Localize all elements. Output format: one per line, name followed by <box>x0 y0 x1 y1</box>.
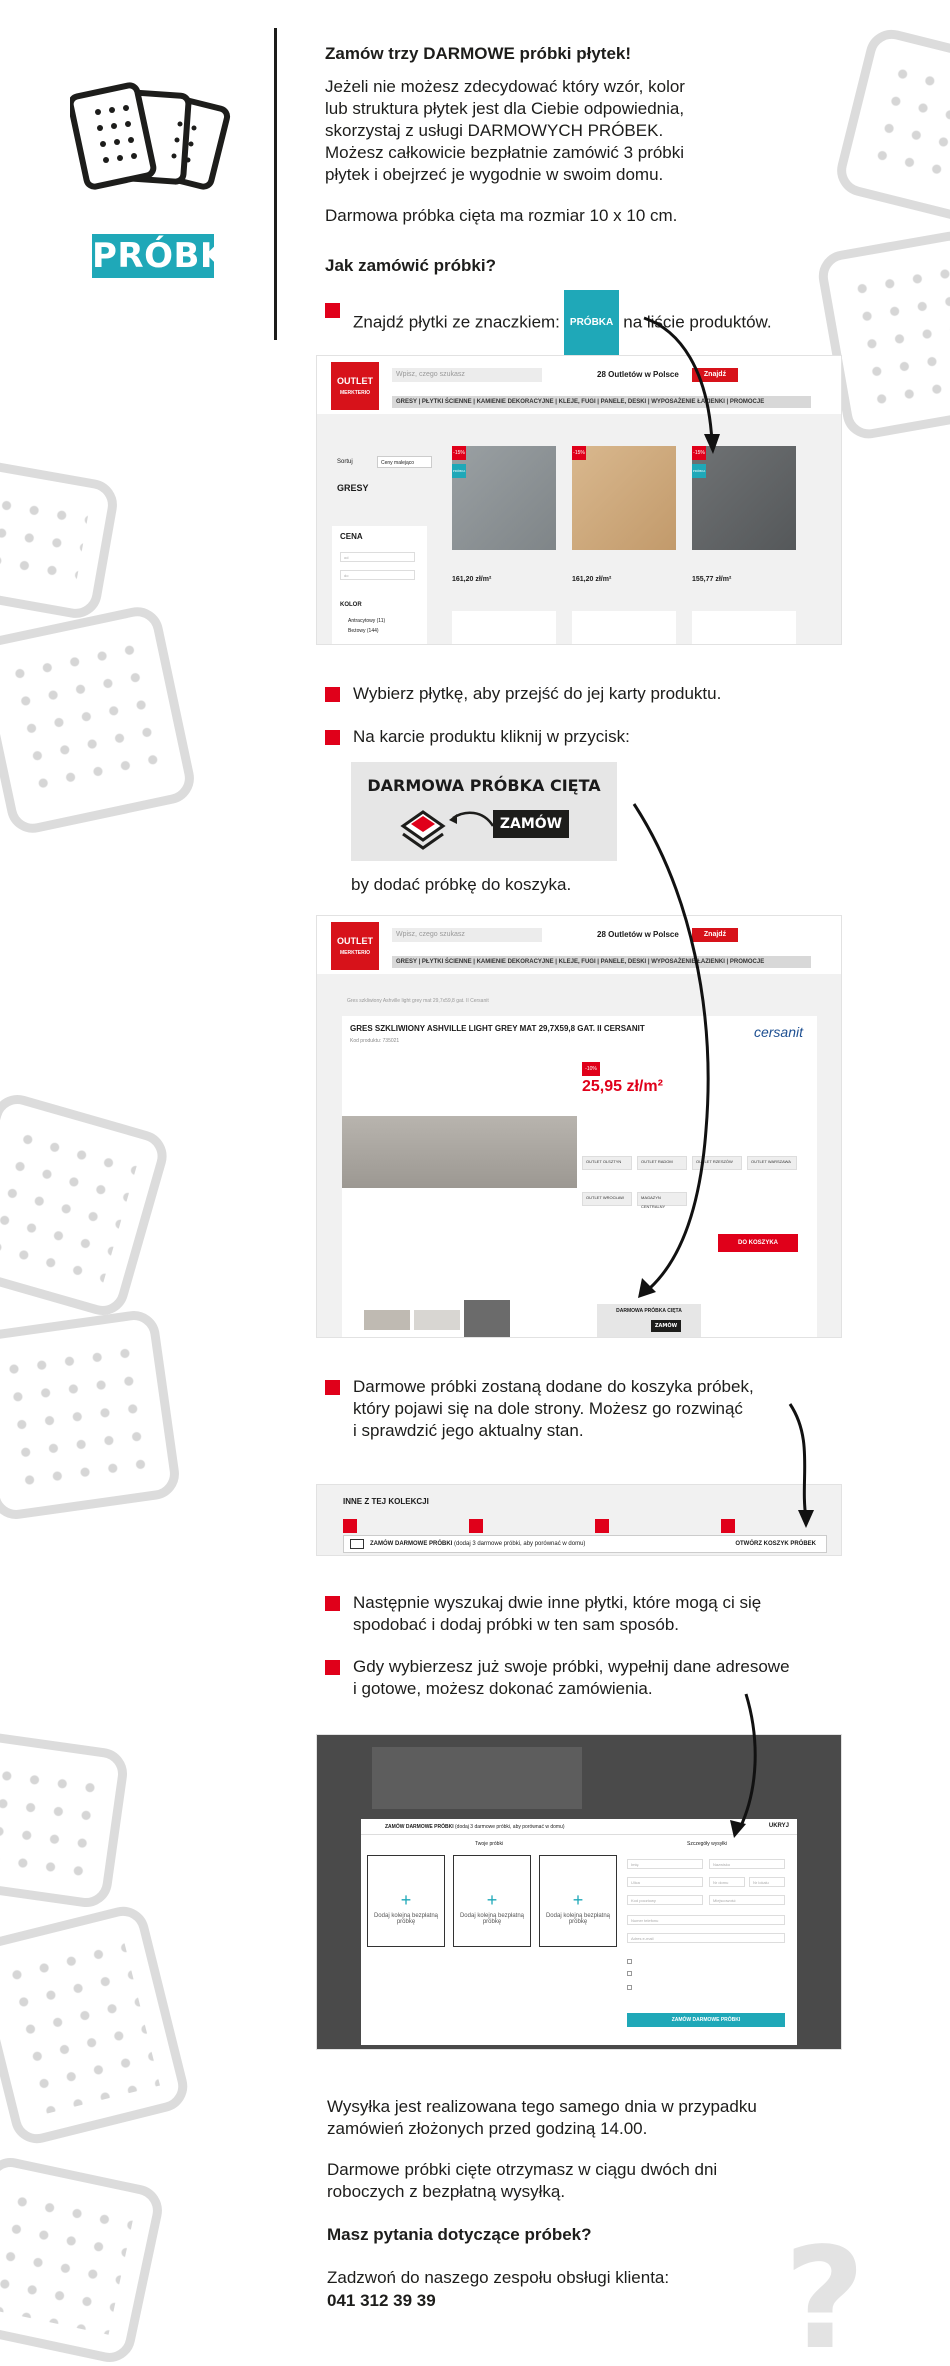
filter-panel <box>332 526 427 645</box>
sample-slot[interactable]: + Dodaj kolejną bezpłatną próbkę <box>367 1855 445 1947</box>
collapse-link[interactable]: UKRYJ <box>768 1823 789 1829</box>
price-from-input[interactable]: od <box>340 552 415 562</box>
email-field[interactable]: Adres e-mail <box>627 1933 785 1943</box>
search-input[interactable]: Wpisz, czego szukasz <box>392 928 542 942</box>
shop-logo: OUTLET MERKTERIO <box>331 922 379 970</box>
arrow-icon <box>760 1400 820 1530</box>
sample-tag: PRÓBKA <box>452 464 466 478</box>
decor-tile <box>0 458 121 622</box>
step-5-text: Następnie wyszukaj dwie inne płytki, które mogą ci się spodobać i dodaj próbki w ten sam sposób. <box>353 1593 762 1634</box>
product-list-screenshot <box>316 355 842 645</box>
product-price: 155,77 zł/m² <box>692 576 732 583</box>
arrow-icon <box>620 800 730 1300</box>
last-name-field[interactable]: Nazwisko <box>709 1859 785 1869</box>
street-field[interactable]: Ulica <box>627 1877 703 1887</box>
city-field[interactable]: Miejscowość <box>709 1895 785 1905</box>
product-image <box>692 611 796 645</box>
product-name: GRES SZKLIWIONY ASHVILLE LIGHT GREY MAT 29,7X59,8 GAT. II CERSANIT <box>350 1024 645 1033</box>
find-button[interactable]: Znajdź <box>692 368 738 382</box>
page-title: Zamów trzy DARMOWE próbki płytek! <box>325 44 632 63</box>
sample-cta[interactable] <box>597 1304 701 1338</box>
main-nav[interactable]: GRESY | PŁYTKI ŚCIENNE | KAMIENIE DEKORACYJNE | KLEJE, FUGI | PANELE, DESKI | WYPOSAŻENIE ŁAZIENKI | PROMOCJE <box>392 956 811 968</box>
basket-text: ZAMÓW DARMOWE PRÓBKI (dodaj 3 darmowe próbki, aby porównać w domu) <box>370 1541 586 1547</box>
product-image[interactable] <box>452 446 556 550</box>
outlets-link[interactable]: 28 Outletów w Polsce <box>597 930 679 939</box>
add-icon: + <box>400 1890 412 1910</box>
discount-badge: -15% <box>692 446 706 460</box>
outlet-chip[interactable]: OUTLET RADOM <box>637 1156 687 1170</box>
shipping-info: Wysyłka jest realizowana tego samego dnia w przypadku zamówień złożonych przed godziną 14.00. <box>327 2097 757 2138</box>
decor-tile <box>0 1730 130 1911</box>
product-image <box>452 611 556 645</box>
step-bullet <box>325 1380 340 1395</box>
product-price: 161,20 zł/m² <box>572 576 612 583</box>
product-price: 161,20 zł/m² <box>452 576 492 583</box>
sale-badge <box>595 1519 609 1533</box>
shop-header <box>317 916 841 974</box>
open-basket-link[interactable]: OTWÓRZ KOSZYK PRÓBEK <box>735 1541 816 1547</box>
step-bullet <box>325 1596 340 1611</box>
collection-title: INNE Z TEJ KOLEKCJI <box>343 1497 429 1506</box>
divider-line <box>274 28 277 340</box>
flat-number-field[interactable]: Nr lokalu <box>749 1877 785 1887</box>
question-mark-decor: ? <box>784 2218 866 2366</box>
intro-text: Jeżeli nie możesz zdecydować który wzór, kolor lub struktura płytek jest dla Ciebie odpowiednia, skorzystaj z usługi DARMOWYCH PRÓBEK. Możesz całkowicie bezpłatnie zamówić 3 próbki płytek i obejrzeć je wygodnie w swoim domu. <box>325 77 685 184</box>
postcode-field[interactable]: Kod pocztowy <box>627 1895 703 1905</box>
sort-select[interactable]: Ceny malejąco <box>377 456 432 468</box>
sample-button-demo <box>351 762 617 861</box>
add-to-cart-button[interactable]: DO KOSZYKA <box>718 1234 798 1252</box>
shipping-header: Szczegóły wysyłki <box>687 1841 728 1847</box>
find-button[interactable]: Znajdź <box>692 928 738 942</box>
product-grid <box>442 446 822 645</box>
arrow-icon <box>640 310 730 460</box>
thumbnail[interactable] <box>464 1300 510 1338</box>
modal-header: ZAMÓW DARMOWE PRÓBKI (dodaj 3 darmowe próbki, aby porównać w domu) <box>361 1819 797 1835</box>
search-input[interactable]: Wpisz, czego szukasz <box>392 368 542 382</box>
sample-badge: PRÓBKA <box>564 290 619 356</box>
filter-color-title: KOLOR <box>340 602 362 608</box>
probki-badge: PRÓBKI <box>92 236 240 276</box>
decor-tile <box>0 1901 193 2148</box>
step-4-text: Darmowe próbki zostaną dodane do koszyka próbek, który pojawi się na dole strony. Możesz go rozwinąć i sprawdzić jego aktualny stan. <box>353 1377 754 1440</box>
sample-cta-title: DARMOWA PRÓBKA CIĘTA <box>616 1308 682 1314</box>
add-icon: + <box>572 1890 584 1910</box>
contact-text: Zadzwoń do naszego zespołu obsługi klienta: <box>327 2268 670 2287</box>
phone-field[interactable]: Numer telefonu <box>627 1915 785 1925</box>
discount-badge: -15% <box>572 446 586 460</box>
product-price: 25,95 zł/m² <box>582 1078 663 1095</box>
outlet-chip[interactable]: MAGAZYN CENTRALNY <box>637 1192 687 1206</box>
product-image[interactable] <box>572 446 676 550</box>
product-panel <box>342 1016 817 1338</box>
decor-tile <box>0 602 199 837</box>
outlet-chip[interactable]: OUTLET WARSZAWA <box>747 1156 797 1170</box>
order-modal <box>361 1819 797 2045</box>
outlet-chip[interactable]: OUTLET RZESZÓW <box>692 1156 742 1170</box>
product-image <box>572 611 676 645</box>
step-bullet <box>325 687 340 702</box>
product-code: Kod produktu: 735021 <box>350 1038 400 1044</box>
add-icon: + <box>486 1890 498 1910</box>
shop-logo: OUTLET MERKTERIO <box>331 362 379 410</box>
arrow-icon <box>447 804 495 834</box>
sample-tiles-icon <box>70 80 240 200</box>
sale-badge <box>469 1519 483 1533</box>
product-card-screenshot <box>316 915 842 1338</box>
samples-header: Twoje próbki <box>475 1841 504 1847</box>
consent-checkbox[interactable] <box>627 1985 632 1990</box>
step-2-text: Wybierz płytkę, aby przejść do jej karty produktu. <box>353 684 722 703</box>
questions-heading: Masz pytania dotyczące próbek? <box>327 2225 592 2244</box>
step-1-text: Znajdź płytki ze znaczkiem: PRÓBKA na liście produktów. <box>353 290 772 356</box>
discount-badge: -15% <box>452 446 466 460</box>
consent-checkbox[interactable] <box>627 1971 632 1976</box>
sample-slot[interactable]: + Dodaj kolejną bezpłatną próbkę <box>453 1855 531 1947</box>
basket-icon <box>350 1539 364 1549</box>
outlet-chip[interactable]: OUTLET OLSZTYN <box>582 1156 632 1170</box>
thumbnail[interactable] <box>414 1310 460 1330</box>
shop-header <box>317 356 841 414</box>
filter-price-title: CENA <box>340 532 363 541</box>
sale-badge <box>343 1519 357 1533</box>
sale-badge <box>721 1519 735 1533</box>
phone-number[interactable]: 041 312 39 39 <box>327 2291 436 2310</box>
sample-slot[interactable]: + Dodaj kolejną bezpłatną próbkę <box>539 1855 617 1947</box>
order-sample-button[interactable]: ZAMÓW <box>493 810 569 838</box>
color-option[interactable]: Antracytowy (11) <box>348 618 386 624</box>
step-bullet <box>325 1660 340 1675</box>
step-bullet <box>325 303 340 318</box>
house-number-field[interactable]: Nr domu <box>709 1877 745 1887</box>
delivery-info: Darmowe próbki cięte otrzymasz w ciągu dwóch dni roboczych z bezpłatną wysyłką. <box>327 2160 718 2201</box>
decor-tile <box>0 2153 167 2366</box>
sample-button-title: DARMOWA PRÓBKA CIĘTA <box>367 776 601 795</box>
step-6-text: Gdy wybierzesz już swoje próbki, wypełnij dane adresowe i gotowe, możesz dokonać zamówienia. <box>353 1657 790 1698</box>
outlet-chip[interactable]: OUTLET WROCŁAW <box>582 1192 632 1206</box>
how-to-heading: Jak zamówić próbki? <box>325 256 496 275</box>
main-nav[interactable]: GRESY | PŁYTKI ŚCIENNE | KAMIENIE DEKORACYJNE | KLEJE, FUGI | PANELE, DESKI | WYPOSAŻENIE ŁAZIENKI | PROMOCJE <box>392 396 811 408</box>
dimmed-background <box>372 1747 582 1809</box>
size-note: Darmowa próbka cięta ma rozmiar 10 x 10 cm. <box>325 206 678 225</box>
sample-basket-bar[interactable] <box>343 1535 827 1553</box>
product-image[interactable] <box>692 446 796 550</box>
color-option[interactable]: Beżowy (144) <box>348 628 379 634</box>
step-3-after-text: by dodać próbkę do koszyka. <box>351 875 572 894</box>
sample-tile-icon <box>395 808 451 852</box>
consent-checkbox[interactable] <box>627 1959 632 1964</box>
thumbnail[interactable] <box>364 1310 410 1330</box>
step-3-text: Na karcie produktu kliknij w przycisk: <box>353 727 630 746</box>
first-name-field[interactable]: Imię <box>627 1859 703 1869</box>
sample-tag: PRÓBKA <box>692 464 706 478</box>
step-bullet <box>325 730 340 745</box>
discount-badge: -10% <box>582 1062 600 1076</box>
product-photo[interactable] <box>342 1116 577 1188</box>
category-title: GRESY <box>337 483 369 493</box>
price-to-input[interactable]: do <box>340 570 415 580</box>
decor-tile <box>0 1089 173 1321</box>
brand-logo: cersanit <box>753 1024 803 1040</box>
arrow-icon <box>700 1690 770 1840</box>
outlets-link[interactable]: 28 Outletów w Polsce <box>597 370 679 379</box>
breadcrumb: Gres szkliwiony Ashville light grey mat 29,7x59,8 gat. II Cersanit <box>347 998 489 1004</box>
decor-tile <box>832 24 950 225</box>
sample-cta-order[interactable]: ZAMÓW <box>651 1320 681 1332</box>
sort-label: Sortuj <box>337 459 353 465</box>
decor-tile <box>0 1308 182 1523</box>
submit-order-button[interactable]: ZAMÓW DARMOWE PRÓBKI <box>627 2013 785 2027</box>
